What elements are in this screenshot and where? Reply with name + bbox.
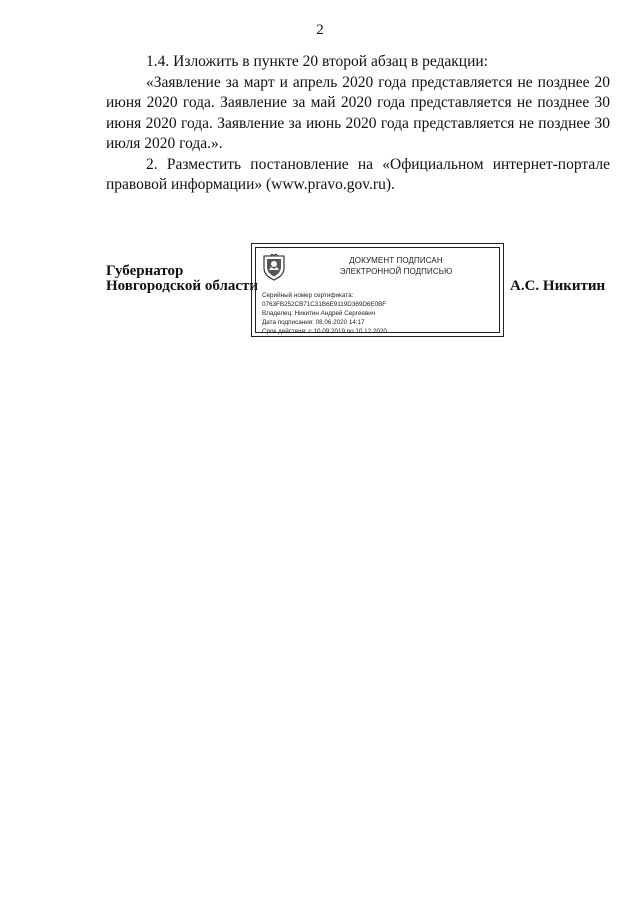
stamp-signed-date: Дата подписания: 08.06.2020 14:17 <box>262 319 365 327</box>
stamp-header-line1: ДОКУМЕНТ ПОДПИСАН <box>349 256 443 265</box>
stamp-cert-label: Серийный номер сертификата: <box>262 292 354 299</box>
stamp-owner: Владелец: Никитин Андрей Сергеевич <box>262 310 376 318</box>
stamp-header-line2: ЭЛЕКТРОННОЙ ПОДПИСЬЮ <box>339 266 453 276</box>
signer-name: А.С. Никитин <box>510 278 606 294</box>
coat-of-arms-icon <box>262 254 286 281</box>
stamp-details <box>262 291 502 336</box>
electronic-signature-stamp <box>251 243 504 337</box>
paragraph-clause-1-4: 1.4. Изложить в пункте 20 второй абзац в редакции: <box>146 53 488 70</box>
paragraph-quoted-text: «Заявление за март и апрель 2020 года представляется не позднее 20 июня 2020 года. Заявление за май 2020 года представляется не позднее 30 июня 2020 года. Заявление за июнь 2020 года представляется не позднее 30 июля 2020 года.». <box>106 73 610 152</box>
stamp-cert-number: 0763FB252CB71C31B6E9119D369D6E0BF <box>262 301 387 309</box>
page-number: 2 <box>316 22 324 38</box>
stamp-validity: Срок действия: с 10.09.2019 по 10.12.2020 <box>262 328 387 336</box>
stamp-inner-frame <box>255 247 500 336</box>
signatory-title-line2: Новгородской области <box>106 278 259 294</box>
paragraph-clause-2: 2. Разместить постановление на «Официальном интернет-портале правовой информации» (www.pravo.gov.ru). <box>106 155 610 193</box>
signatory-title <box>106 264 258 294</box>
document-body <box>106 52 610 196</box>
stamp-header <box>296 256 496 277</box>
signatory-title-line1: Губернатор <box>106 263 184 279</box>
